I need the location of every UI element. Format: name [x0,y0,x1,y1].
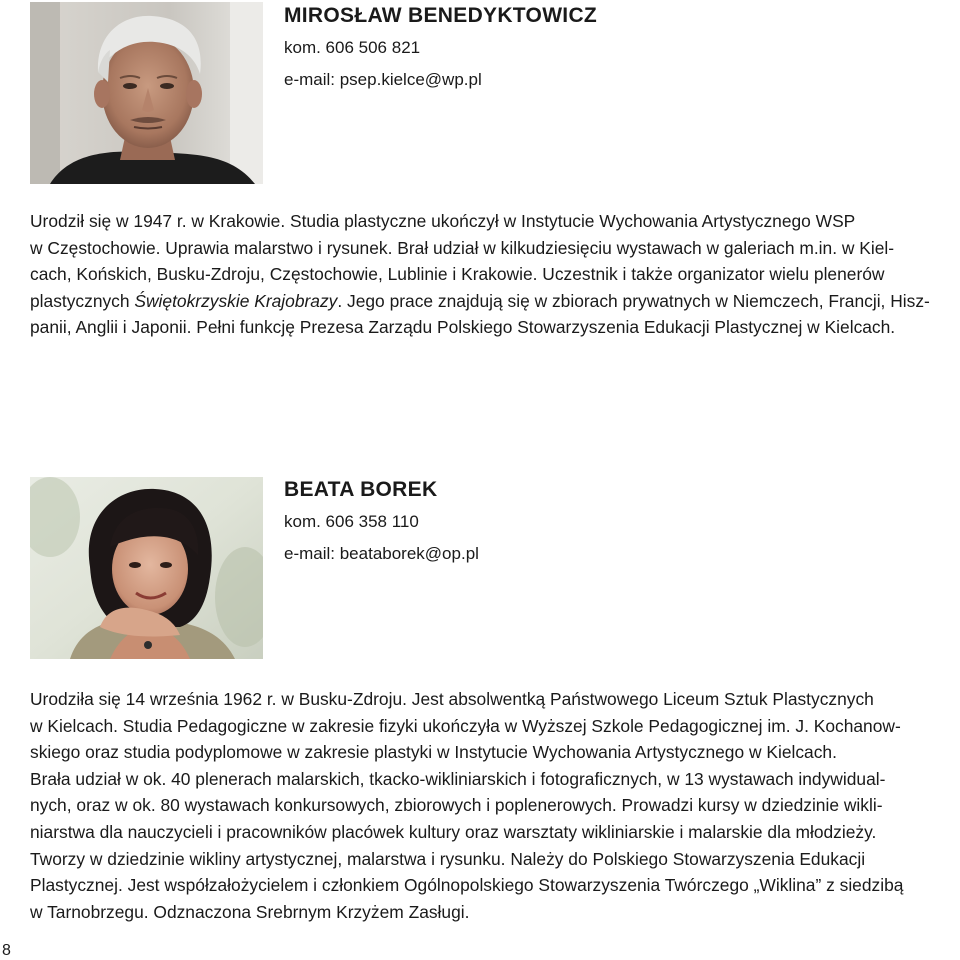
email-address: e-mail: beataborek@op.pl [284,544,479,563]
bio-line: Urodził się w 1947 r. w Krakowie. Studia plastyczne ukończył w Instytucie Wychowania Artystycznego WSP [30,211,856,231]
bio-line: Tworzy w dziedzinie wikliny artystycznej, malarstwa i rysunku. Należy do Polskiego Stowarzyszenia Edukacji [30,848,866,869]
bio-line: panii, Anglii i Japonii. Pełni funkcję Prezesa Zarządu Polskiego Stowarzyszenia Edukacji Plastycznej w Kielcach. [30,317,896,338]
person-name: BEATA BOREK [284,478,438,501]
bio-line [30,288,956,315]
bio-line: niarstwa dla nauczycieli i pracowników placówek kultury oraz warsztaty wikliniarskie i malarskie dla młodzieży. [30,821,877,842]
portrait-photo-woman [30,477,263,659]
bio-line: Urodziła się 14 września 1962 r. w Busku-Zdroju. Jest absolwentką Państwowego Liceum Sztuk Plastycznych [30,689,874,709]
biography-1 [30,208,956,341]
bio-line: w Kielcach. Studia Pedagogiczne w zakresie fizyki ukończyła w Wyższej Szkole Pedagogicznej im. J. Kochanow- [30,715,901,736]
bio-line: skiego oraz studia podyplomowe w zakresie plastyki w Instytucie Wychowania Artystycznego w Kielcach. [30,742,837,763]
portrait-image [30,2,263,184]
portrait-image [30,477,263,659]
bio-line: Plastycznej. Jest współzałożycielem i członkiem Ogólnopolskiego Stowarzyszenia Twórczego „Wiklina” z siedzibą [30,875,904,896]
bio-line: cach, Końskich, Busku-Zdroju, Częstochowie, Lublinie i Krakowie. Uczestnik i także organizator wielu plenerów [30,264,885,285]
contact-block-2 [284,476,479,570]
bio-line: Brała udział w ok. 40 plenerach malarskich, tkacko-wikliniarskich i fotograficznych, w 13 wystawach indywidual- [30,768,886,789]
page-number: 8 [2,942,11,959]
phone-number: kom. 606 506 821 [284,38,421,57]
bio-line: nych, oraz w ok. 80 wystawach konkursowych, zbiorowych i poplenerowych. Prowadzi kursy w dziedzinie wikli- [30,795,883,816]
phone-number: kom. 606 358 110 [284,512,419,531]
email-address: e-mail: psep.kielce@wp.pl [284,70,482,89]
biography-2 [30,686,956,925]
contact-block-1 [284,2,597,96]
exhibition-title: Świętokrzyskie Krajobrazy [134,290,338,311]
person-name: MIROSŁAW BENEDYKTOWICZ [284,4,598,27]
portrait-photo-man [30,2,263,184]
bio-line: w Tarnobrzegu. Odznaczona Srebrnym Krzyżem Zasługi. [30,901,470,922]
bio-line: w Częstochowie. Uprawia malarstwo i rysunek. Brał udział w kilkudziesięciu wystawach w galeriach m.in. w Kiel- [30,237,895,258]
bio-text: plastycznych [30,290,135,311]
bio-text: . Jego prace znajdują się w zbiorach prywatnych w Niemczech, Francji, Hisz- [337,290,930,311]
